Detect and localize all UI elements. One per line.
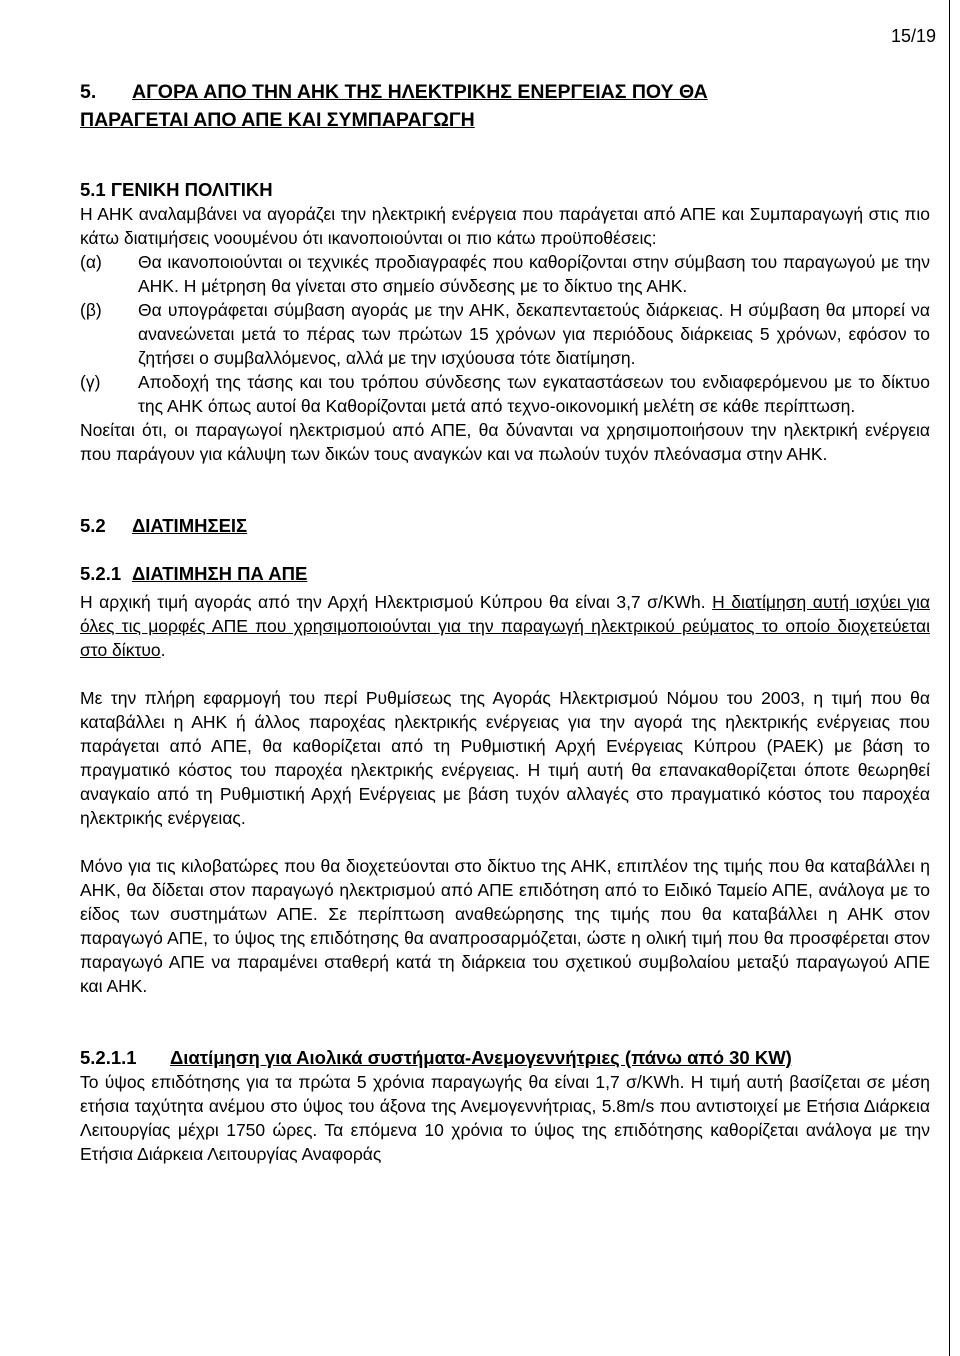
section-5-2-1-paragraph-2: Με την πλήρη εφαρμογή του περί Ρυθμίσεως της Αγοράς Ηλεκτρισμού Νόμου του 2003, η τιμή που θα καταβάλλει η ΑΗΚ ή άλλος παροχέας ηλεκτρικής ενέργειας για την αγορά της ηλεκτρικής ενέργειας που παράγεται από ΑΠΕ, θα καθορίζεται από τη Ρυθμιστική Αρχή Ενέργειας Κύπρου (ΡΑΕΚ) με βάση το πραγματικό κόστος του παροχέα ηλεκτρικής ενέργειας. Η τιμή αυτή θα επανακαθορίζεται όποτε θεωρηθεί αναγκαίο από τη Ρυθμιστική Αρχή Ενέργειας με βάση τυχόν αλλαγές στο πραγματικό κόστος του παροχέα ηλεκτρικής ενέργειας.	[80, 688, 930, 828]
section-5-2-number: 5.2	[80, 515, 106, 536]
section-5-1-heading: 5.1 ΓΕΝΙΚΗ ΠΟΛΙΤΙΚΗ	[80, 179, 273, 200]
section-5-number: 5.	[80, 81, 97, 103]
condition-c-text: Αποδοχή της τάσης και του τρόπου σύνδεσης των εγκαταστάσεων του ενδιαφερόμενου με το δίκτυο της ΑΗΚ όπως αυτοί θα Καθορίζονται μετά από τεχνο-οικονομική μελέτη σε κάθε περίπτωση.	[138, 372, 930, 416]
condition-c-label: (γ)	[80, 372, 101, 392]
period: .	[160, 640, 166, 660]
section-5-2-1-number: 5.2.1	[80, 563, 122, 584]
condition-a-text: Θα ικανοποιούνται οι τεχνικές προδιαγραφές που καθορίζονται στην σύμβαση του παραγωγού με την ΑΗΚ. Η μέτρηση θα γίνεται στο σημείο σύνδεσης με το δίκτυο της ΑΗΚ.	[138, 252, 930, 296]
section-5-title-line1: ΑΓΟΡΑ ΑΠΟ ΤΗΝ ΑΗΚ ΤΗΣ ΗΛΕΚΤΡΙΚΗΣ ΕΝΕΡΓΕΙΑΣ ΠΟΥ ΘΑ	[132, 81, 708, 103]
section-5-2-1-1-title: Διατίμηση για Αιολικά συστήματα-Ανεμογεννήτριες (πάνω από 30 KW)	[170, 1047, 792, 1068]
section-5-2-title: ΔΙΑΤΙΜΗΣΕΙΣ	[132, 515, 248, 536]
section-5-heading	[80, 78, 930, 134]
section-5-1-note: Νοείται ότι, οι παραγωγοί ηλεκτρισμού από ΑΠΕ, θα δύνανται να χρησιμοποιήσουν την ηλεκτρική ενέργεια που παράγουν για κάλυψη των δικών τους αναγκών και να πωλούν τυχόν πλεόνασμα στην ΑΗΚ.	[80, 420, 930, 464]
condition-b	[80, 298, 930, 370]
tariff-scope-text: Η διατίμηση αυτή ισχύει για όλες τις μορφές ΑΠΕ που χρησιμοποιούνται για την παραγωγή ηλεκτρικού ρεύματος το οποίο διοχετεύεται στο δίκτυο	[80, 592, 930, 660]
condition-b-label: (β)	[80, 300, 102, 320]
section-5-2-1-heading	[80, 562, 930, 586]
initial-price-text: Η αρχική τιμή αγοράς από την Αρχή Ηλεκτρισμού Κύπρου θα είναι 3,7 σ/KWh.	[80, 592, 706, 612]
page-number: 15/19	[890, 26, 936, 46]
section-5-2-heading	[80, 514, 930, 538]
condition-c	[80, 370, 930, 418]
condition-a	[80, 250, 930, 298]
document-body	[80, 78, 930, 1166]
section-5-2-1-1-number: 5.2.1.1	[80, 1047, 137, 1068]
section-5-2-1-1-paragraph: Το ύψος επιδότησης για τα πρώτα 5 χρόνια παραγωγής θα είναι 1,7 σ/KWh. Η τιμή αυτή βασίζεται σε μέση ετήσια ταχύτητα ανέμου στο ύψος του άξονα της Ανεμογεννήτριας, 5.8m/s που αντιστοιχεί με Ετήσια Διάρκεια Λειτουργίας μέχρι 1750 ώρες. Τα επόμενα 10 χρόνια το ύψος της επιδότησης καθορίζεται ανάλογα με την Ετήσια Διάρκεια Λειτουργίας Αναφοράς	[80, 1072, 930, 1164]
section-5-2-1-title: ΔΙΑΤΙΜΗΣΗ ΠΑ ΑΠΕ	[132, 563, 308, 584]
section-5-2-1-paragraph-3: Μόνο για τις κιλοβατώρες που θα διοχετεύονται στο δίκτυο της ΑΗΚ, επιπλέον της τιμής που θα καταβάλλει η ΑΗΚ, θα δίδεται στον παραγωγό ηλεκτρισμού από ΑΠΕ επιδότηση από το Ειδικό Ταμείο ΑΠΕ, ανάλογα με το είδος των συστημάτων ΑΠΕ. Σε περίπτωση αναθεώρησης της τιμής που θα καταβάλλει η ΑΗΚ στον παραγωγό ΑΠΕ, το ύψος της επιδότησης θα αναπροσαρμόζεται, ώστε η ολική τιμή που θα προσφέρεται στον παραγωγό ΑΠΕ να παραμένει σταθερή κατά τη διάρκεια του σχετικού συμβολαίου μεταξύ παραγωγού ΑΠΕ και ΑΗΚ.	[80, 856, 930, 996]
section-5-2-1-paragraph-1	[80, 590, 930, 662]
section-5-title-line2: ΠΑΡΑΓΕΤΑΙ ΑΠΟ ΑΠΕ ΚΑΙ ΣΥΜΠΑΡΑΓΩΓΗ	[80, 109, 475, 131]
condition-a-label: (α)	[80, 252, 102, 272]
condition-b-text: Θα υπογράφεται σύμβαση αγοράς με την ΑΗΚ, δεκαπενταετούς διάρκειας. Η σύμβαση θα μπορεί να ανανεώνεται μετά το πέρας των πρώτων 15 χρόνων για περιόδους διάρκειας 5 χρόνων, εφόσον το ζητήσει ο συμβαλλόμενος, αλλά με την ισχύουσα τότε διατίμηση.	[138, 300, 930, 368]
section-5-2-1-1-heading	[80, 1046, 930, 1070]
section-5-1-intro: Η ΑΗΚ αναλαμβάνει να αγοράζει την ηλεκτρική ενέργεια που παράγεται από ΑΠΕ και Συμπαραγωγή στις πιο κάτω διατιμήσεις νοουμένου ότι ικανοποιούνται οι πιο κάτω προϋποθέσεις:	[80, 204, 930, 248]
